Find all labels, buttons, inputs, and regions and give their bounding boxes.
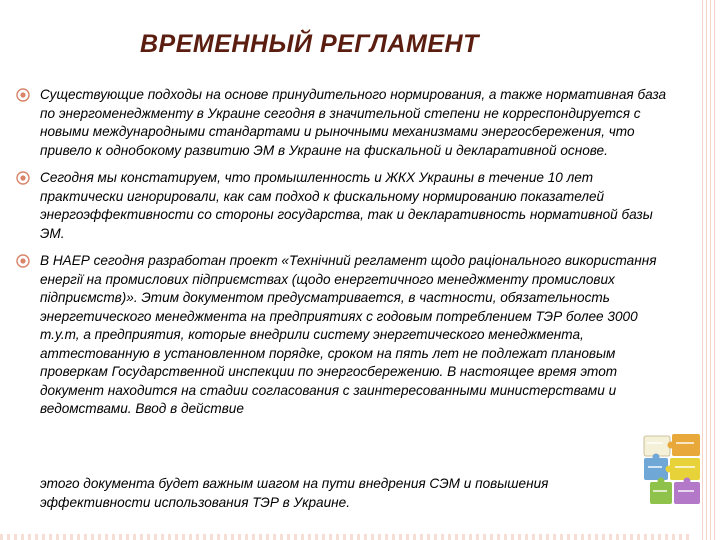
bullet-item — [14, 252, 674, 419]
slide-title: ВРЕМЕННЫЙ РЕГЛАМЕНТ — [140, 30, 479, 58]
bullet-text: Сегодня мы констатируем, что промышленность и ЖКХ Украины в течение 10 лет практически игнорировали, как сам подход к фискальному нормированию показателей энергоэффективности со стороны государства, так и декларативность нормативной базы ЭМ. — [40, 170, 653, 241]
bullet-item — [14, 169, 674, 243]
bullet-item — [14, 86, 674, 160]
bullet-text: В НАЕР сегодня разработан проект «Технічний регламент щодо раціонального використання енергії на промислових підприємствах (щодо енергетичного менеджменту промислових підприємств)». Этим документом предусматривается, в частности, обязательность энергетического менеджмента на предприятиях с годовым потреблением ТЭР более 3000 т.у.т, а предприятия, которые внедрили систему энергетического менеджмента, аттестованную в установленном порядке, сроком на пять лет не подлежат плановым проверкам Государственной инспекции по энергосбережению. В настоящее время этот документ находится на стадии согласования с заинтересованными министерствами и ведомствами. Ввод в действие — [40, 253, 657, 416]
bullet-list — [14, 86, 674, 428]
target-bullet-icon — [16, 88, 32, 104]
target-bullet-icon — [16, 254, 32, 270]
target-bullet-icon — [16, 171, 32, 187]
trailing-text: этого документа будет важным шагом на пути внедрения СЭМ и повышения эффективности использования ТЭР в Украине. — [40, 476, 549, 510]
bullet-text: Существующие подходы на основе принудительного нормирования, а также нормативная база по энергоменеджменту в Украине сегодня в значительной степени не корреспондируется с новыми международными стандартами и рыночными механизмами энергосбережения, что привело к однобокому развитию ЭМ в Украине на фискальной и декларативной основе. — [40, 87, 667, 158]
decorative-dots — [0, 534, 692, 540]
puzzle-illustration — [642, 432, 704, 508]
